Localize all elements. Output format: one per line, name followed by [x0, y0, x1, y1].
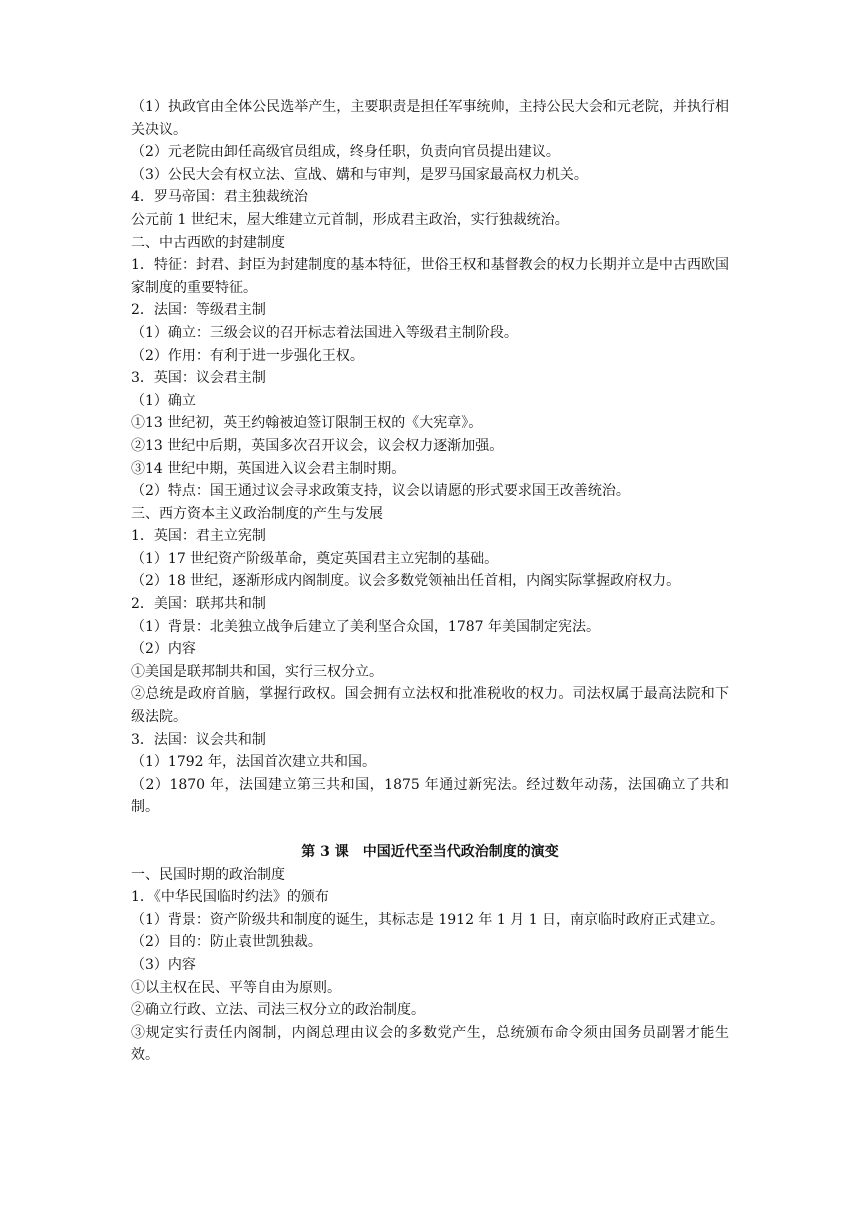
list-item: ①美国是联邦制共和国，实行三权分立。 [131, 663, 383, 680]
paragraph: （2）特点：国王通过议会寻求政策支持，议会以请愿的形式要求国王改善统治。 [131, 483, 630, 500]
section-heading: 三、西方资本主义政治制度的产生与发展 [131, 505, 383, 522]
list-item: ①13 世纪初，英王约翰被迫签订限制王权的《大宪章》。 [131, 415, 483, 432]
subheading: 2．法国：等级君主制 [131, 302, 266, 319]
subheading: 3．法国：议会共和制 [131, 731, 266, 748]
paragraph: 1．特征：封君、封臣为封建制度的基本特征，世俗王权和基督教会的权力长期并立是中古西欧国家制度的重要特征。 [131, 257, 729, 296]
paragraph: （1）17 世纪资产阶级革命，奠定英国君主立宪制的基础。 [131, 550, 499, 567]
paragraph: （1）1792 年，法国首次建立共和国。 [131, 754, 376, 771]
list-item: ③规定实行责任内阁制，内阁总理由议会的多数党产生，总统颁布命令须由国务员副署才能生效。 [131, 1024, 729, 1064]
document-page [131, 96, 729, 1067]
paragraph: （1）执政官由全体公民选举产生，主要职责是担任军事统帅，主持公民大会和元老院，并执行相关决议。 [131, 99, 729, 138]
paragraph: （2）1870 年，法国建立第三共和国，1875 年通过新宪法。经过数年动荡，法国确立了共和制。 [131, 776, 729, 816]
paragraph: （2）内容 [131, 641, 196, 658]
paragraph: （1）确立：三级会议的召开标志着法国进入等级君主制阶段。 [131, 324, 518, 341]
lesson-title: 第 3 课 中国近代至当代政治制度的演变 [301, 844, 559, 860]
list-item: ③14 世纪中期，英国进入议会君主制时期。 [131, 460, 406, 477]
paragraph: （2）目的：防止袁世凯独裁。 [131, 934, 322, 951]
subheading: 2．美国：联邦共和制 [131, 596, 266, 613]
paragraph: （3）内容 [131, 956, 196, 973]
subheading: 4．罗马帝国：君主独裁统治 [131, 189, 308, 206]
list-item: ②总统是政府首脑，掌握行政权。国会拥有立法权和批准税收的权力。司法权属于最高法院和下级法院。 [131, 686, 729, 726]
paragraph: 公元前 1 世纪末，屋大维建立元首制，形成君主政治，实行独裁统治。 [131, 211, 569, 228]
paragraph: （1）背景：资产阶级共和制度的诞生，其标志是 1912 年 1 月 1 日，南京临时政府正式建立。 [131, 911, 725, 928]
paragraph: （2）18 世纪，逐渐形成内阁制度。议会多数党领袖出任首相，内阁实际掌握政府权力。 [131, 573, 681, 590]
list-item: ②确立行政、立法、司法三权分立的政治制度。 [131, 1002, 425, 1019]
paragraph: （1）确立 [131, 392, 196, 409]
paragraph: （3）公民大会有权立法、宣战、媾和与审判，是罗马国家最高权力机关。 [131, 166, 588, 183]
section-heading: 一、民国时期的政治制度 [131, 866, 285, 883]
section-republic-era-politics [131, 864, 729, 1067]
subheading: 1．英国：君主立宪制 [131, 528, 266, 545]
paragraph: （2）元老院由卸任高级官员组成，终身任职，负责向官员提出建议。 [131, 144, 560, 161]
subheading: 1．《中华民国临时约法》的颁布 [131, 889, 329, 906]
subheading: 3．英国：议会君主制 [131, 370, 266, 387]
list-item: ②13 世纪中后期，英国多次召开议会，议会权力逐渐加强。 [131, 437, 504, 454]
section-roman-and-western-systems [131, 96, 729, 819]
paragraph: （2）作用：有利于进一步强化王权。 [131, 347, 364, 364]
list-item: ①以主权在民、平等自由为原则。 [131, 979, 341, 996]
section-heading: 二、中古西欧的封建制度 [131, 234, 285, 251]
paragraph: （1）背景：北美独立战争后建立了美利坚合众国，1787 年美国制定宪法。 [131, 618, 600, 635]
